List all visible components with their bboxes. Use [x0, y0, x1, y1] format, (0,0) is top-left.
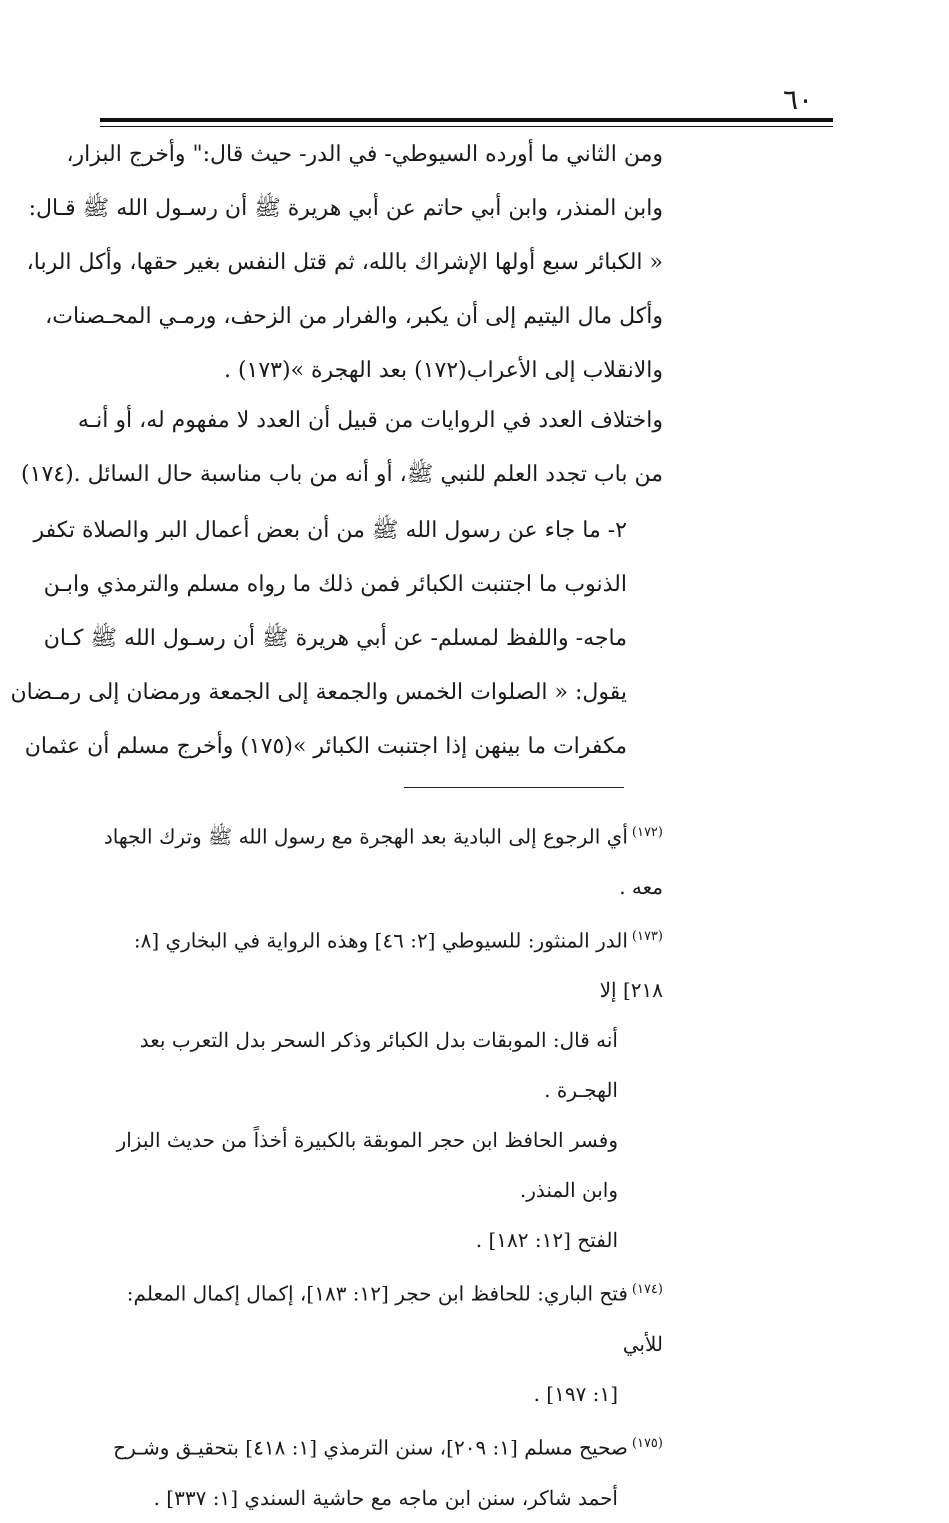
paragraph-3-line: ٢- ما جاء عن رسول الله ﷺ من أن بعض أعمال البر والصلاة تكفر: [33, 518, 627, 543]
footnote-continuation: أنه قال: الموبقات بدل الكبائر وذكر السحر بدل التعرب بعد الهجـرة .: [139, 1028, 618, 1103]
footnote-continuation: وفسر الحافظ ابن حجر الموبقة بالكبيرة أخذاً من حديث البزار وابن المنذر.: [116, 1128, 618, 1203]
footnote-separator: [404, 787, 624, 788]
footnote-continuation: الفتح [١٢: ١٨٢] .: [475, 1228, 618, 1253]
footnote-text: أي الرجوع إلى البادية بعد الهجرة مع رسول الله ﷺ وترك الجهاد معه .: [103, 824, 663, 899]
footnote-number: (١٧٣): [631, 928, 663, 944]
paragraph-1-line: وابن المنذر، وابن أبي حاتم عن أبي هريرة ﷺ أن رسـول الله ﷺ قـال:: [28, 196, 663, 221]
paragraph-1-line: والانقلاب إلى الأعراب(١٧٢) بعد الهجرة »(١٧٣) .: [223, 358, 663, 383]
footnote-174: [100, 1265, 663, 1369]
paragraph-1-line: وأكل مال اليتيم إلى أن يكبر، والفرار من الزحف، ورمـي المحـصنات،: [45, 304, 663, 329]
footnote-number: (١٧٢): [631, 825, 663, 840]
footnote-172: [100, 808, 663, 912]
paragraph-2-line: واختلاف العدد في الروايات من قبيل أن العدد لا مفهوم له، أو أنـه: [77, 408, 663, 433]
paragraph-2-line: من باب تجدد العلم للنبي ﷺ، أو أنه من باب مناسبة حال السائل .(١٧٤): [21, 462, 663, 487]
footnote-text: فتح الباري: للحافظ ابن حجر [١٢: ١٨٣]، إكمال إكمال المعلم: للأبي: [126, 1281, 663, 1356]
paragraph-3-line: يقول: « الصلوات الخمس والجمعة إلى الجمعة ورمضان إلى رمـضان: [10, 680, 627, 705]
footnote-175: [100, 1419, 663, 1473]
paragraph-3-line: مكفرات ما بينهن إذا اجتنبت الكبائر »(١٧٥) وأخرج مسلم أن عثمان: [24, 734, 627, 759]
paragraph-1-line: ومن الثاني ما أورده السيوطي- في الدر- حيث قال:" وأخرج البزار،: [66, 142, 663, 167]
footnotes: [100, 808, 663, 1523]
paragraph-2: [21, 394, 663, 502]
footnote-number: (١٧٤): [631, 1282, 663, 1298]
footnote-continuation: [١: ١٩٧] .: [533, 1381, 618, 1406]
paragraph-3-line: ماجه- واللفظ لمسلم- عن أبي هريرة ﷺ أن رسـول الله ﷺ كـان: [43, 626, 627, 651]
footnote-text: صحيح مسلم [١: ٢٠٩]، سنن الترمذي [١: ٤١٨] بتحقيـق وشـرح: [113, 1435, 628, 1460]
footnote-number: (١٧٥): [631, 1435, 663, 1451]
paragraph-3-line: الذنوب ما اجتنبت الكبائر فمن ذلك ما رواه مسلم والترمذي وابـن: [43, 572, 627, 597]
paragraph-3: [10, 504, 627, 774]
header-rule-thin: [100, 126, 833, 127]
page-number: ٦٠: [783, 83, 814, 116]
footnote-text: الدر المنثور: للسيوطي [٢: ٤٦] وهذه الرواية في البخاري [٨: ٢١٨] إلا: [133, 928, 663, 1003]
paragraph-1-line: « الكبائر سبع أولها الإشراك بالله، ثم قتل النفس بغير حقها، وأكل الربا،: [26, 250, 663, 275]
header-rule-thick: [100, 118, 833, 122]
footnote-continuation: أحمد شاكر، سنن ابن ماجه مع حاشية السندي [١: ٣٣٧] .: [153, 1485, 618, 1510]
footnote-173: [100, 912, 663, 1016]
paragraph-1: [26, 128, 663, 398]
